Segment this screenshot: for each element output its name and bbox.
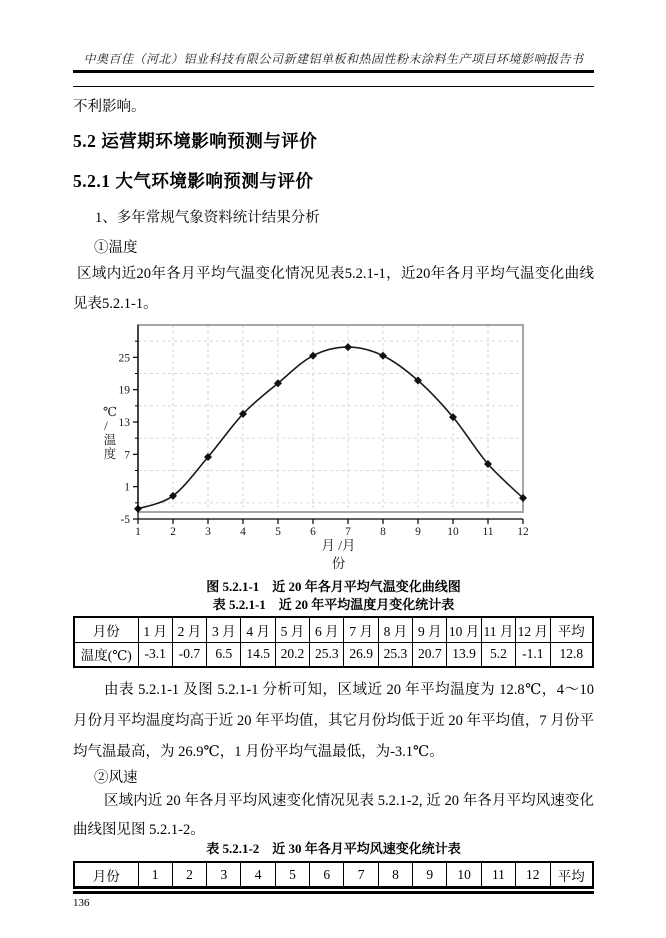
data-point-marker	[344, 343, 352, 351]
table-cell: 25.3	[378, 642, 412, 667]
x-tick-label: 2	[170, 526, 176, 538]
table-row	[74, 862, 593, 887]
table-cell: 月份	[74, 862, 138, 887]
temperature-chart-container	[96, 319, 594, 577]
y-tick-label: 13	[118, 417, 130, 429]
paragraph-wind-intro: 区域内近 20 年各月平均风速变化情况见表 5.2.1-2, 近 20 年各月平均风速变化曲线图见图 5.2.1-2。	[73, 793, 594, 838]
table-cell: 7	[344, 862, 378, 887]
header-rule-thick	[73, 70, 594, 73]
table-cell: 12	[516, 862, 550, 887]
x-tick-label: 5	[275, 526, 281, 538]
y-axis-title-char: /	[104, 419, 108, 433]
table-cell: 11 月	[481, 617, 515, 642]
table-cell: 3 月	[207, 617, 241, 642]
x-tick-label: 6	[310, 526, 316, 538]
wind-speed-table	[73, 861, 594, 888]
x-tick-label: 3	[205, 526, 211, 538]
table-cell: 平均	[550, 617, 593, 642]
table-cell: 5	[275, 862, 309, 887]
table-cell: 7 月	[344, 617, 378, 642]
table-cell: 3	[207, 862, 241, 887]
data-point-marker	[309, 352, 317, 360]
table-row	[74, 642, 593, 667]
table-cell: 2	[172, 862, 206, 887]
table-cell: -1.1	[516, 642, 550, 667]
x-tick-label: 8	[380, 526, 386, 538]
document-header-title: 中奥百佳（河北）铝业科技有限公司新建铝单板和热固性粉末涂料生产项目环境影响报告书	[83, 52, 584, 66]
plot-border	[138, 325, 523, 512]
list-item-weather-analysis: 1、多年常规气象资料统计结果分析	[95, 210, 320, 226]
table-cell: 1	[138, 862, 172, 887]
x-tick-label: 11	[482, 526, 494, 538]
table-cell: 月份	[74, 617, 138, 642]
table-cell: 14.5	[241, 642, 275, 667]
table-cell: 5.2	[481, 642, 515, 667]
table-cell: 8 月	[378, 617, 412, 642]
table-cell: -3.1	[138, 642, 172, 667]
x-tick-label: 1	[135, 526, 141, 538]
x-tick-label: 7	[345, 526, 351, 538]
sub-item-wind: ②风速	[94, 770, 138, 786]
y-axis-title-char: 度	[103, 447, 117, 461]
y-tick-label: -5	[120, 514, 130, 526]
paragraph-temperature-intro: 区域内近20年各月平均气温变化情况见表5.2.1-1，近20年各月平均气温变化曲线见表5.2.1-1。	[73, 266, 594, 312]
table-cell: 9	[413, 862, 447, 887]
table-cell: 平均	[550, 862, 593, 887]
table-cell: 25.3	[310, 642, 344, 667]
table-cell: 1 月	[138, 617, 172, 642]
x-axis-title-line: 份	[331, 556, 346, 571]
table2-caption: 表 5.2.1-2 近 30 年各月平均风速变化统计表	[206, 841, 461, 856]
table-cell: 8	[378, 862, 412, 887]
paragraph-temperature-analysis: 由表 5.2.1-1 及图 5.2.1-1 分析可知，区域近 20 年平均温度为 12.8℃，4～10 月份月平均温度均高于近 20 年平均值，其它月份均低于近 20 年平均值，7 月份平均气温最高，为 26.9℃，1 月份平均气温最低，为-3.1℃。	[73, 682, 594, 760]
figure-caption: 图 5.2.1-1 近 20 年各月平均气温变化曲线图	[206, 579, 461, 594]
table-cell: 10 月	[447, 617, 481, 642]
table-cell: 6	[310, 862, 344, 887]
table-cell: 11	[481, 862, 515, 887]
y-axis-title-char: 温	[103, 433, 117, 447]
table-cell: 6.5	[207, 642, 241, 667]
x-tick-label: 4	[240, 526, 246, 538]
table-cell: 12.8	[550, 642, 593, 667]
table-cell: 10	[447, 862, 481, 887]
y-tick-label: 25	[118, 352, 130, 365]
table1-caption: 表 5.2.1-1 近 20 年平均温度月变化统计表	[212, 597, 455, 612]
heading-5-2: 5.2 运营期环境影响预测与评价	[73, 131, 318, 151]
sub-item-temperature: ①温度	[94, 240, 138, 256]
temperature-series-line	[138, 347, 523, 509]
table-cell: 12 月	[516, 617, 550, 642]
table-cell: 26.9	[344, 642, 378, 667]
footer-rule	[73, 888, 594, 894]
table-cell: 13.9	[447, 642, 481, 667]
table-cell: 9 月	[413, 617, 447, 642]
header-rule-thin	[73, 86, 594, 87]
y-tick-label: 1	[124, 481, 130, 494]
y-axis-title-char: ℃	[103, 405, 117, 419]
x-tick-label: 10	[447, 526, 459, 538]
page-number: 136	[73, 897, 90, 909]
table-cell: 2 月	[172, 617, 206, 642]
x-tick-label: 12	[517, 526, 529, 538]
table-cell: 6 月	[310, 617, 344, 642]
heading-5-2-1: 5.2.1 大气环境影响预测与评价	[73, 171, 314, 191]
page-footer	[73, 888, 594, 909]
y-tick-label: 7	[124, 449, 130, 462]
y-tick-label: 19	[118, 384, 130, 397]
table-cell: -0.7	[172, 642, 206, 667]
x-axis-title-line: 月 /月	[321, 538, 356, 553]
temperature-line-chart	[96, 319, 536, 572]
table-cell: 4 月	[241, 617, 275, 642]
table-cell: 温度(℃)	[74, 642, 138, 667]
data-point-marker	[379, 352, 387, 360]
x-tick-label: 9	[415, 526, 421, 538]
temperature-table	[73, 616, 594, 668]
table-cell: 20.2	[275, 642, 309, 667]
table-cell: 4	[241, 862, 275, 887]
table-row	[74, 617, 593, 642]
carryover-text: 不利影响。	[73, 99, 146, 115]
table-cell: 5 月	[275, 617, 309, 642]
table-cell: 20.7	[413, 642, 447, 667]
